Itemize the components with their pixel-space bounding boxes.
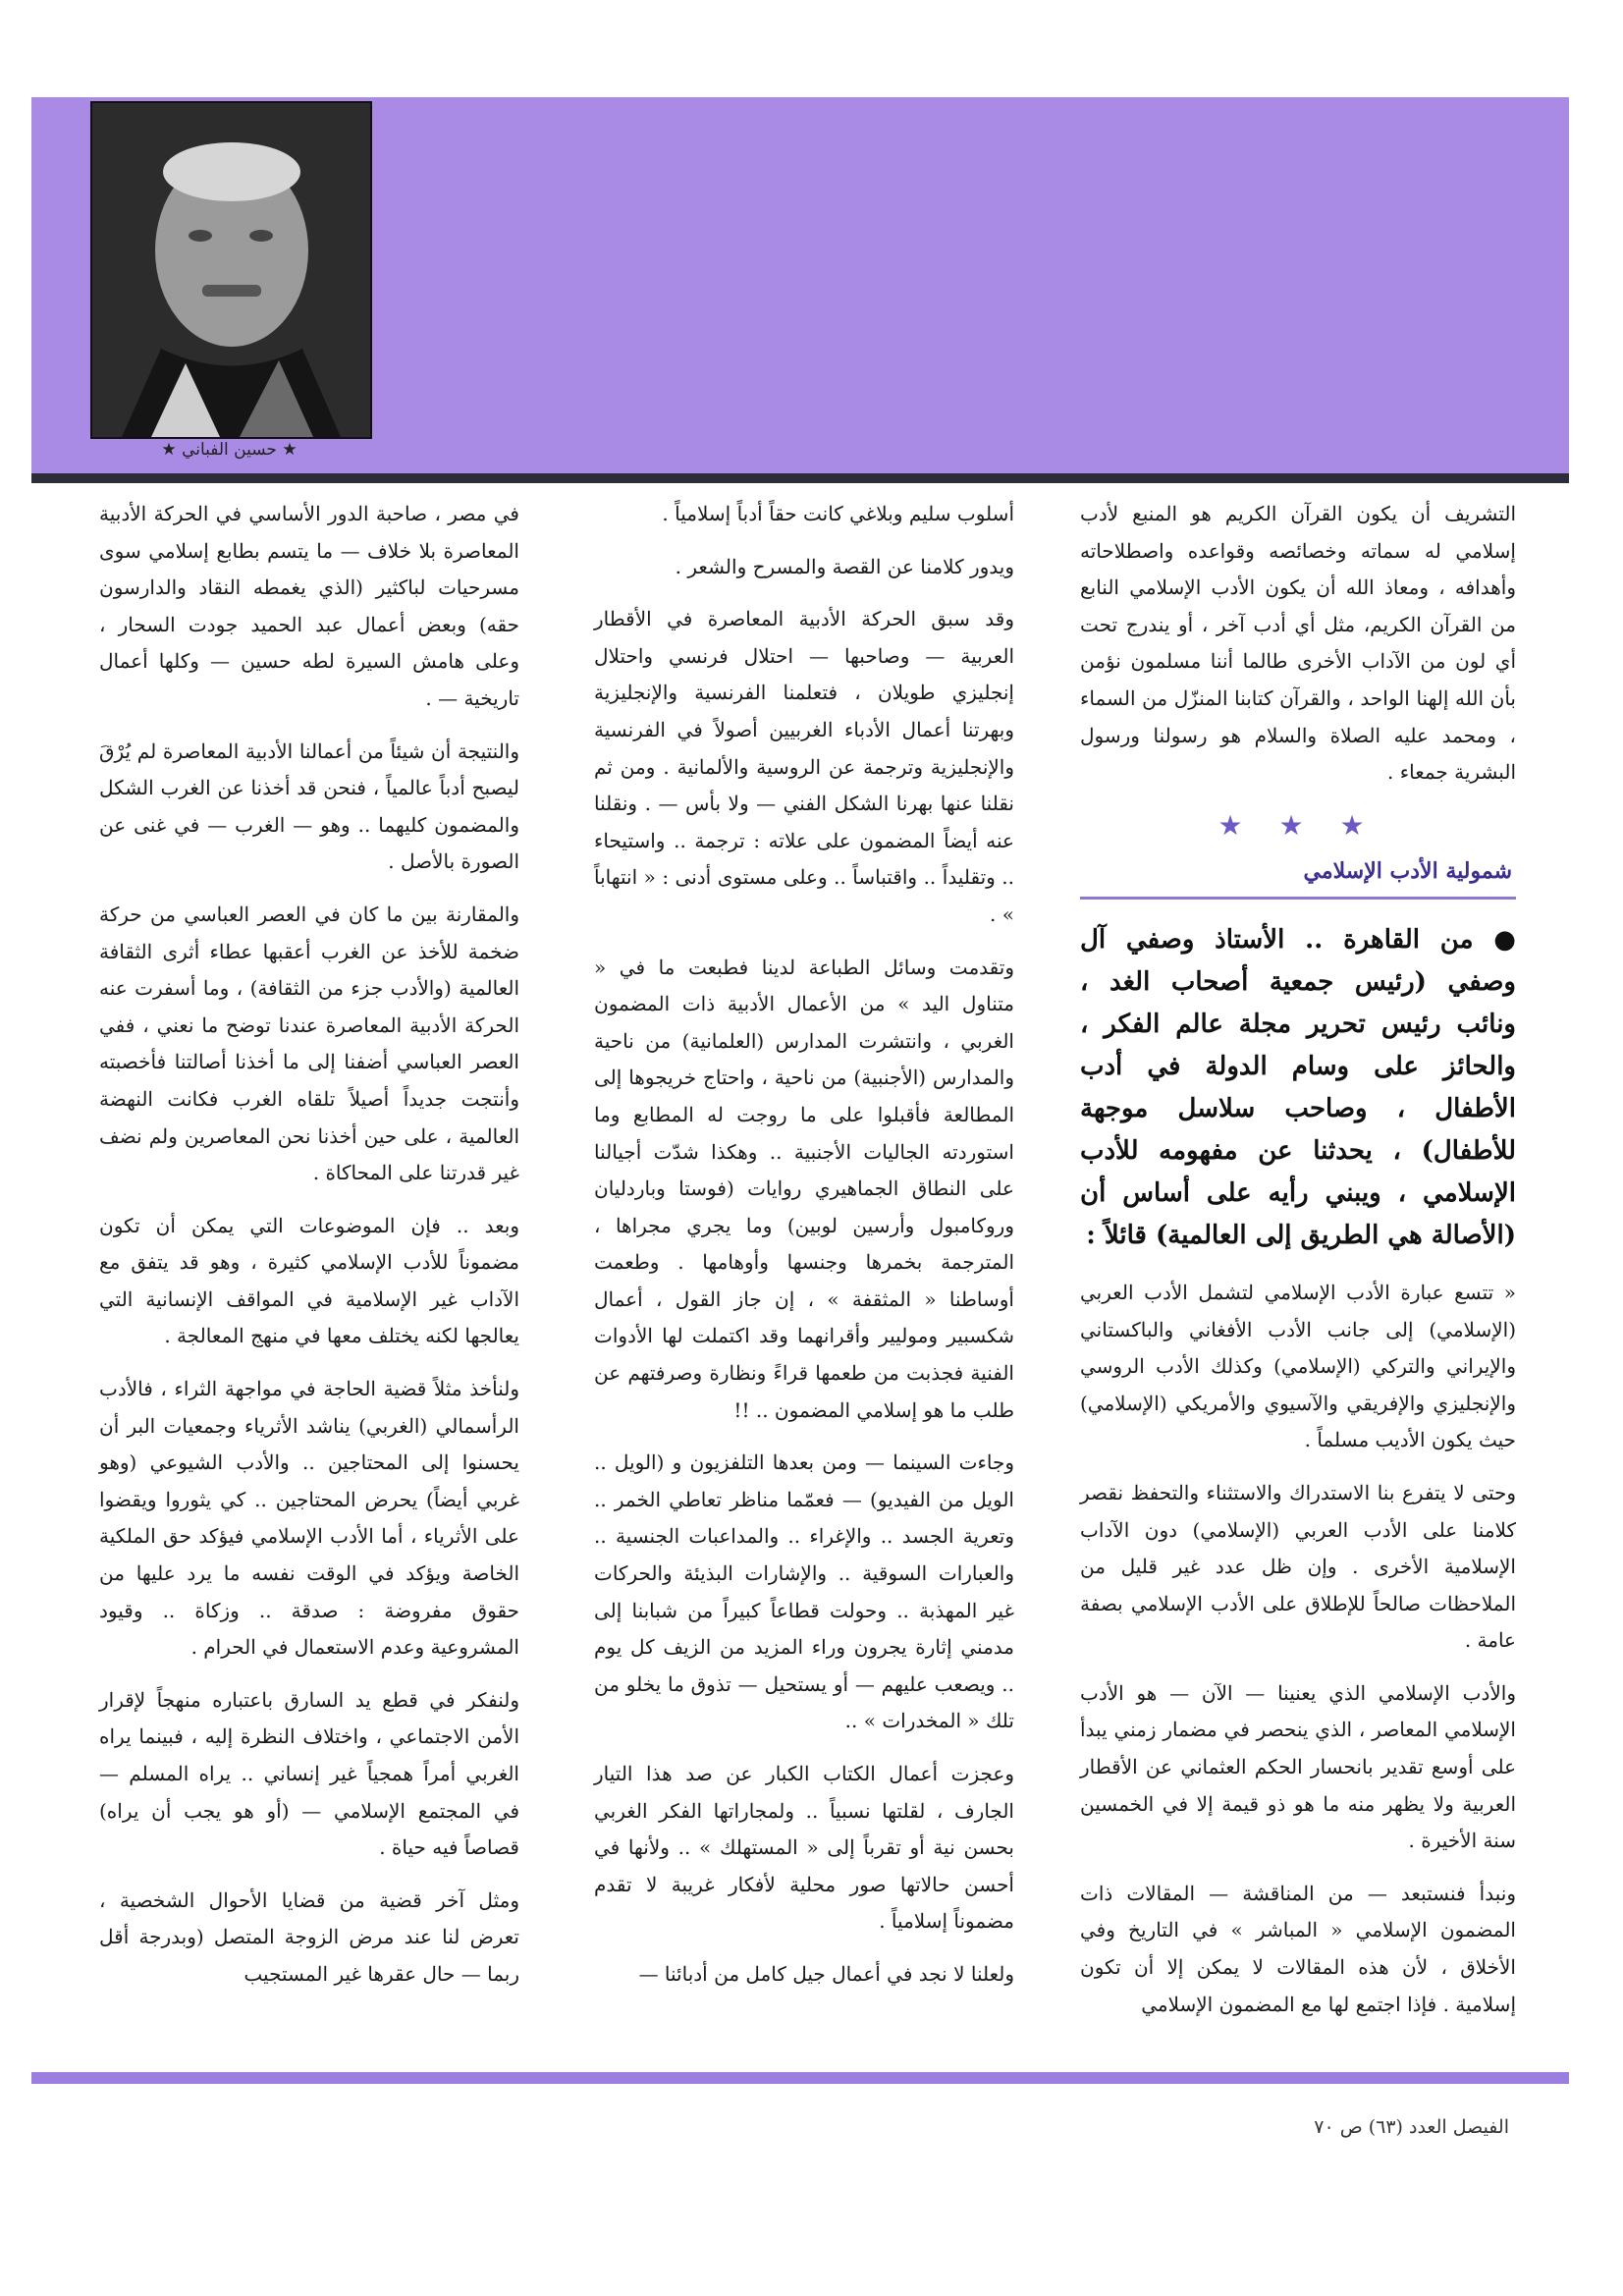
paragraph: وبعد .. فإن الموضوعات التي يمكن أن تكون مضموناً للأدب الإسلامي كثيرة ، وهو قد يتفق مع الآداب غير الإسلامية في المواقف الإنسانية التي يعالجها لكنه يختلف معها في منهج المعالجة . [99, 1213, 519, 1348]
section-separator-stars: ★ ★ ★ [1217, 808, 1379, 842]
page-footer: الفيصل العدد (٦٣) ص ٧٠ [1314, 2116, 1509, 2138]
paragraph: والأدب الإسلامي الذي يعنينا — الآن — هو الأدب الإسلامي المعاصر ، الذي ينحصر في مضمار زمني يبدأ على أوسع تقدير بانحسار الحكم العثماني عن الأقطار العربية ولا يظهر منه ما هو ذو قيمة إلا في الخمسين سنة الأخيرة . [1080, 1680, 1516, 1853]
author-portrait [90, 101, 372, 439]
section-heading: شمولية الأدب الإسلامي [1080, 853, 1516, 900]
paragraph: وجاءت السينما — ومن بعدها التلفزيون و (الويل .. الويل من الفيديو) — فعمّما مناظر تعاطي الخمر .. وتعرية الجسد .. والإغراء .. والمداعبات الجنسية .. والعبارات السوقية .. والإشارات البذيئة والحركات غير المهذبة .. وحولت قطاعاً كبيراً من شبابنا إلى مدمني إثارة يجرون وراء المزيد من الزيف كل يوم .. ويصعب عليهم — أو يستحيل — تذوق ما يخلو من تلك « المخدرات » .. [594, 1450, 1014, 1733]
interview-intro: ● من القاهرة .. الأستاذ وصفي آل وصفي (رئيس جمعية أصحاب الغد ، ونائب رئيس تحرير مجلة عالم الفكر ، والحائز على وسام الدولة في أدب الأطفال ، وصاحب سلاسل موجهة للأطفال) ، يحدثنا عن مفهومه للأدب الإسلامي ، ويبني رأيه على أساس أن (الأصالة هي الطريق إلى العالمية) قائلاً : [1080, 924, 1516, 1250]
paragraph: وتقدمت وسائل الطباعة لدينا فطبعت ما في « متناول اليد » من الأعمال الأدبية ذات المضمون الغربي ، وانتشرت المدارس (العلمانية) من ناحية والمدارس (الأجنبية) من ناحية ، واحتاج خريجوها إلى المطالعة فأقبلوا على ما روجت له المطابع وما استوردته الجاليات الأجنبية .. وهكذا شدّت أجيالنا على النطاق الجماهيري روايات (فوستا وباردليان وروكامبول وأرسين لوبين) وما يجري مجراها ، المترجمة بخمرها وجنسها وأوهامها . وطعمت أوساطنا « المثقفة » ، إن جاز القول ، أعمال شكسبير وموليير وأقرانهما وقد اكتملت لها الأدوات الفنية فجذبت من طعمها قراءً ونظارة وصرفتهم عن طلب ما هو إسلامي المضمون .. !! [594, 955, 1014, 1422]
paragraph: ولنفكر في قطع يد السارق باعتباره منهجاً لإقرار الأمن الاجتماعي ، واختلاف النظرة إليه ، فبينما يراه الغربي أمراً همجياً غير إنساني .. يراه المسلم — في المجتمع الإسلامي — (أو هو يجب أن يراه) قصاصاً فيه حياة . [99, 1687, 519, 1860]
paragraph: التشريف أن يكون القرآن الكريم هو المنبع لأدب إسلامي له سماته وخصائصه وقواعده واصطلاحاته وأهدافه ، ومعاذ الله أن يكون الأدب الإسلامي النابع من القرآن الكريم، مثل أي أدب آخر ، أو يندرج تحت أي لون من الآداب الأخرى طالما أننا مسلمون نؤمن بأن الله إلهنا الواحد ، والقرآن كتابنا المنزّل من السماء ، ومحمد عليه الصلاة والسلام هو رسولنا ورسول البشرية جمعاء . [1080, 502, 1516, 785]
paragraph: ولنأخذ مثلاً قضية الحاجة في مواجهة الثراء ، فالأدب الرأسمالي (الغربي) يناشد الأثرياء وجمعيات البر أن يحسنوا إلى المحتاجين .. والأدب الشيوعي (وهو غربي أيضاً) يحرض المحتاجين .. كي يثوروا ويقضوا على الأثرياء ، أما الأدب الإسلامي فيؤكد حق الملكية الخاصة ويؤكد في الوقت نفسه ما يرد عليها من حقوق مفروضة : صدقة .. وزكاة .. وقيود المشروعية وعدم الاستعمال في الحرام . [99, 1377, 519, 1660]
article-column-right [1080, 496, 1516, 2039]
paragraph: ويدور كلامنا عن القصة والمسرح والشعر . [675, 554, 1014, 578]
paragraph: وحتى لا يتفرع بنا الاستدراك والاستثناء والتحفظ نقصر كلامنا على الأدب العربي (الإسلامي) دون الآداب الإسلامية الأخرى . وإن ظل عدد غير قليل من الملاحظات صالحاً للإطلاق على الأدب الإسلامي بصفة عامة . [1080, 1480, 1516, 1653]
paragraph: وقد سبق الحركة الأدبية المعاصرة في الأقطار العربية — وصاحبها — احتلال فرنسي واحتلال إنجليزي طويلان ، فتعلمنا الفرنسية والإنجليزية وبهرتنا أعمال الأدباء الغربيين أصولاً في الفرنسية والإنجليزية وترجمة عن الروسية والألمانية . ومن ثم نقلنا عنها بهرنا الشكل الفني — ولا بأس — . ونقلنا عنه أيضاً المضمون على علاته : ترجمة .. واستيحاء .. وتقليداً .. واقتباساً .. وعلى مستوى أدنى : « انتهاباً » . [594, 607, 1014, 926]
paragraph: ومثل آخر قضية من قضايا الأحوال الشخصية ، تعرض لنا عند مرض الزوجة المتصل (وبدرجة أقل ربما — حال عقرها غير المستجيب [99, 1887, 519, 1986]
portrait-caption: ★ حسين الفباني ★ [161, 440, 298, 460]
footer-divider [31, 2072, 1569, 2084]
paragraph: في مصر ، صاحبة الدور الأساسي في الحركة الأدبية المعاصرة بلا خلاف — ما يتسم بطابع إسلامي سوى مسرحيات لباكثير (الذي يغمطه النقاد والدارسون حقه) وبعض أعمال عبد الحميد جودت السحار ، وعلى هامش السيرة لطه حسين — وكلها أعمال تاريخية — . [99, 502, 519, 710]
article-column-left [99, 496, 519, 2009]
paragraph: وعجزت أعمال الكتاب الكبار عن صد هذا التيار الجارف ، لقلتها نسبياً .. ولمجاراتها الفكر الغربي بحسن نية أو تقرباً إلى « المستهلك » .. ولأنها في أحسن حالاتها صور محلية لأفكار غريبة لا تقدم مضموناً إسلامياً . [594, 1762, 1014, 1934]
paragraph: والنتيجة أن شيئاً من أعمالنا الأدبية المعاصرة لم يُرْقَ ليصبح أدباً عالمياً ، فنحن قد أخذنا عن الغرب الشكل والمضمون كليهما .. وهو — الغرب — في غنى عن الصورة بالأصل . [99, 738, 519, 874]
article-column-middle [594, 496, 1014, 2009]
paragraph: ولعلنا لا نجد في أعمال جيل كامل من أدبائنا — [638, 1961, 1014, 1986]
paragraph: « تتسع عبارة الأدب الإسلامي لتشمل الأدب العربي (الإسلامي) إلى جانب الأدب الأفغاني والباكستاني والإيراني والتركي (الإسلامي) وكذلك الأدب الروسي والإنجليزي والإفريقي والآسيوي والأمريكي (الإسلامي) حيث يكون الأديب مسلماً . [1080, 1280, 1516, 1452]
paragraph: أسلوب سليم وبلاغي كانت حقاً أدباً إسلامياً . [662, 502, 1014, 525]
banner-divider [31, 473, 1569, 483]
paragraph: ونبدأ فنستبعد — من المناقشة — المقالات ذات المضمون الإسلامي « المباشر » في التاريخ وفي الأخلاق ، لأن هذه المقالات لا يمكن إلا أن تكون إسلامية . فإذا اجتمع لها مع المضمون الإسلامي [1080, 1881, 1516, 2016]
paragraph: والمقارنة بين ما كان في العصر العباسي من حركة ضخمة للأخذ عن الغرب أعقبها عطاء أثرى الثقافة العالمية (والأدب جزء من الثقافة) ، وما أسفرت عنه الحركة الأدبية المعاصرة عندنا توضح ما نعني ، ففي العصر العباسي أضفنا إلى ما أخذنا أصالتنا فأخصبته وأنتجت جديداً أصيلاً تلقاه الغرب فكانت النهضة العالمية ، على حين أخذنا نحن المعاصرين ولم نضف غير قدرتنا على المحاكاة . [99, 902, 519, 1185]
